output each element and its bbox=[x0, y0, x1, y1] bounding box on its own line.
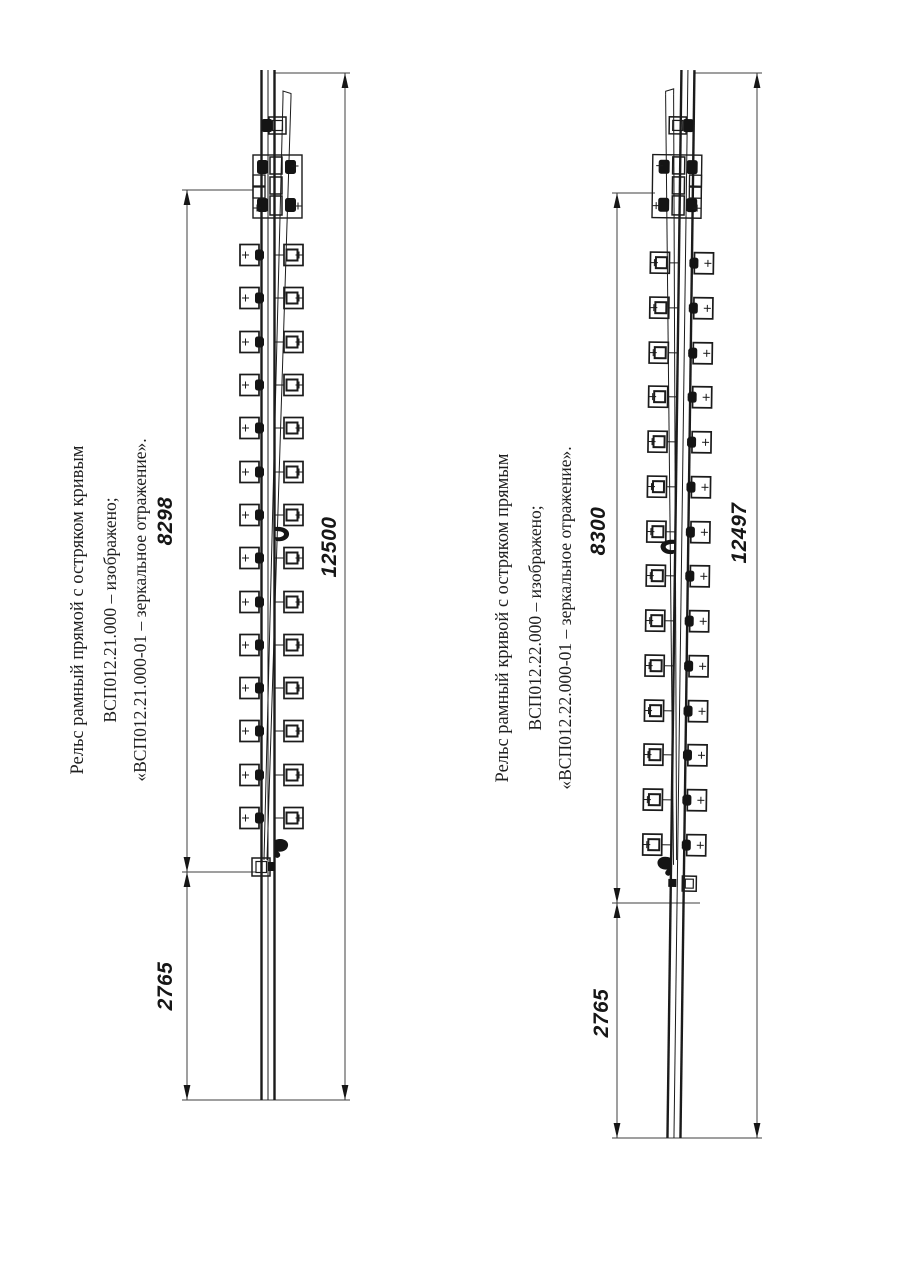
rail-clamp-pair bbox=[650, 252, 713, 274]
left-drawing-title bbox=[62, 375, 158, 845]
rail-clamp-pair bbox=[643, 789, 706, 811]
rail-clamp-pair bbox=[240, 288, 303, 309]
dimension-label-12497: 12497 bbox=[728, 502, 751, 564]
left-title-line2: ВСП012.21.000 – изображено; bbox=[100, 497, 120, 723]
rail-clamp-pair bbox=[645, 655, 708, 677]
rail-clamp-pair bbox=[647, 521, 710, 543]
point-tip-bracket bbox=[252, 839, 288, 876]
rail-clamp-pair bbox=[240, 418, 303, 439]
left-title-line1: Рельс рамный прямой с остряком кривым bbox=[68, 445, 88, 775]
rail-clamp-pair bbox=[240, 635, 303, 656]
rail-clamp-pair bbox=[240, 765, 303, 786]
rail-clamp-pair bbox=[240, 808, 303, 829]
rail-clamp-pair bbox=[649, 386, 712, 408]
rail-clamp-pair bbox=[649, 342, 712, 364]
rail-clamp-pair bbox=[240, 505, 303, 526]
left-title-line3: «ВСП012.21.000-01 – зеркальное отражение». bbox=[130, 438, 150, 782]
dimension-label-2765-left: 2765 bbox=[154, 961, 177, 1011]
rail-clamp-pair bbox=[648, 431, 711, 453]
dimension-label-8298: 8298 bbox=[154, 496, 177, 546]
frame-rail bbox=[262, 70, 275, 1100]
rail-clamp-pair bbox=[240, 245, 303, 266]
rail-clamp-rows bbox=[240, 245, 303, 829]
rail-clamp-pair bbox=[240, 678, 303, 699]
dimension-label-2765-right: 2765 bbox=[590, 988, 613, 1038]
rail-clamp-pair bbox=[240, 462, 303, 483]
rail-clamp-pair bbox=[644, 744, 707, 766]
rail-clamp-pair bbox=[240, 332, 303, 353]
frame-rail bbox=[667, 70, 694, 1138]
right-drawing-title bbox=[487, 383, 583, 853]
dimension-label-8300: 8300 bbox=[587, 506, 610, 556]
rail-clamp-pair bbox=[643, 834, 706, 856]
tilted-rail-group bbox=[639, 70, 716, 1139]
rail-clamp-pair bbox=[647, 476, 710, 498]
rail-clamp-pair bbox=[646, 565, 709, 587]
right-drawing-rail-assembly bbox=[612, 70, 762, 1139]
dimension-label-12500: 12500 bbox=[318, 516, 341, 578]
right-title-line1: Рельс рамный кривой с остряком прямым bbox=[493, 453, 513, 783]
rail-clamp-pair bbox=[646, 610, 709, 632]
rail-clamp-pair bbox=[240, 592, 303, 613]
rail-clamp-pair bbox=[240, 375, 303, 396]
rail-clamp-pair bbox=[650, 297, 713, 319]
right-title-line3: «ВСП012.22.000-01 – зеркальное отражение». bbox=[555, 446, 575, 790]
right-title-line2: ВСП012.22.000 – изображено; bbox=[525, 505, 545, 731]
